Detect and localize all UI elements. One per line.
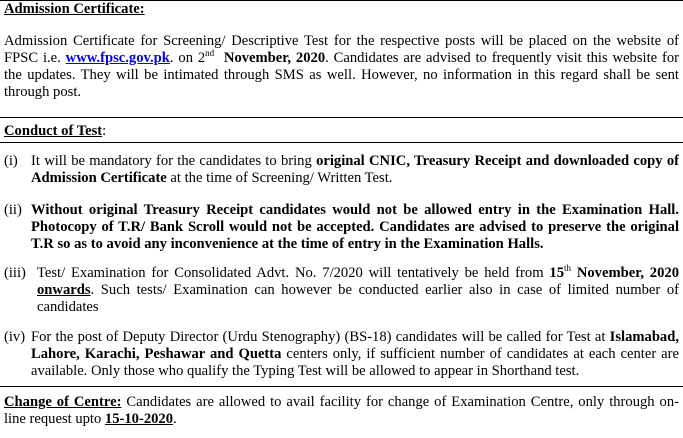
item-bold-text: Without original Treasury Receipt candidates would not be allowed entry in the Examination Hall. Photocopy of T.R/ Bank Scroll would not be accepted. Candidates are advised to preserve the original T.R so as to avoid any inconvenience at the time of entry in the Examination Halls. [31, 202, 679, 252]
change-paragraph [4, 394, 679, 428]
admission-text-3: . Candidates are advised to frequently visit this website for the updates. They will be intimated through SMS as well. However, no information in this regard shall be sent through post. [4, 50, 679, 100]
item-text: It will be mandatory for the candidates to bring [31, 153, 317, 169]
conduct-heading-colon: : [102, 123, 107, 139]
divider-1 [0, 117, 683, 118]
conduct-item-2 [4, 202, 679, 253]
change-heading: Change of Centre: [4, 394, 122, 410]
admission-date-suffix: nd [205, 48, 215, 58]
admission-paragraph [4, 33, 679, 101]
conduct-item-4 [4, 329, 679, 380]
admission-heading-text: Admission Certificate: [4, 1, 145, 17]
conduct-item-1 [4, 153, 679, 187]
item-number: (iv) [4, 329, 26, 345]
conduct-item-3 [4, 265, 679, 316]
change-text: Candidates are allowed to avail facility for change of Examination Centre, only through on-line request upto [4, 394, 679, 427]
item-text: at the time of Screening/ Written Test. [166, 170, 393, 186]
item-number: (iii) [4, 265, 26, 281]
admission-date: November, 2020 [223, 50, 326, 66]
item-bold-date: November, 2020 [571, 265, 679, 281]
divider-2 [0, 142, 683, 143]
change-date: 15-10-2020 [104, 411, 174, 427]
item-date-suffix: th [563, 263, 571, 273]
item-number: (i) [4, 153, 18, 169]
item-text: For the post of Deputy Director (Urdu Stenography) (BS-18) candidates will be called for Test at [31, 329, 610, 345]
item-bold-text: original CNIC, Treasury Receipt and downloaded copy of Admission Certificate [31, 153, 679, 186]
item-text: centers only, if sufficient number of candidates at each center are available. Only those who qualify the Typing Test will be allowed to appear in Shorthand test. [31, 346, 679, 379]
change-end: . [173, 411, 177, 427]
admission-text-1: Admission Certificate for Screening/ Descriptive Test for the respective posts will be placed on the website of FPSC i.e. [4, 33, 679, 66]
divider-3 [0, 386, 683, 387]
conduct-heading-text: Conduct of Test [4, 123, 103, 139]
item-text: . Such tests/ Examination can however be conducted earlier also in case of limited number of candidates [37, 282, 679, 315]
admission-text-2: . on 2 [169, 50, 206, 66]
item-number: (ii) [4, 202, 22, 218]
item-bold-underlined: onwards [37, 282, 91, 298]
item-bold-date: 15 [549, 265, 564, 281]
item-text: Test/ Examination for Consolidated Advt. No. 7/2020 will tentatively be held from [37, 265, 550, 281]
admission-heading [4, 1, 679, 18]
conduct-heading [4, 123, 679, 140]
item-bold-text: Islamabad, Lahore, Karachi, Peshawar and Quetta [31, 329, 679, 362]
fpsc-website-link[interactable]: www.fpsc.gov.pk [65, 50, 170, 66]
